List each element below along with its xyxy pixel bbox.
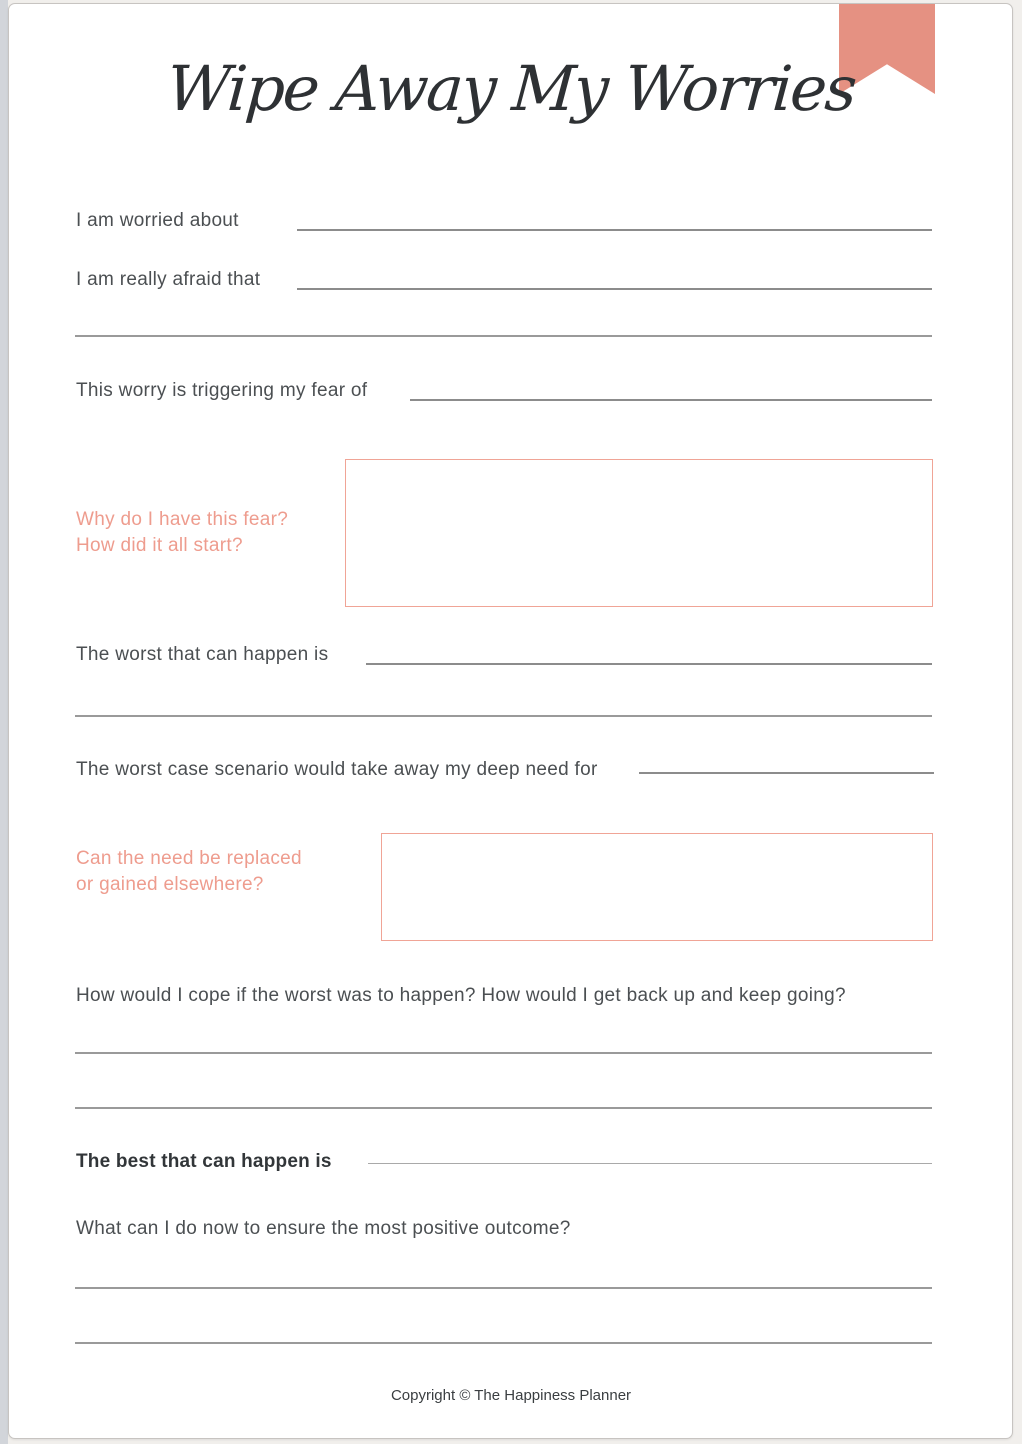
prompt-why-fear-line2: How did it all start? bbox=[76, 535, 243, 556]
prompt-best: The best that can happen is bbox=[76, 1151, 332, 1172]
prompt-afraid: I am really afraid that bbox=[76, 269, 261, 290]
prompt-why-fear-line1: Why do I have this fear? bbox=[76, 509, 289, 530]
prompt-replace-line2: or gained elsewhere? bbox=[76, 874, 264, 895]
fill-line-worried[interactable] bbox=[297, 229, 932, 231]
fill-line-best[interactable] bbox=[368, 1163, 932, 1164]
prompt-worried: I am worried about bbox=[76, 210, 239, 231]
fill-line-positive-2[interactable] bbox=[75, 1342, 932, 1344]
fill-line-cope-2[interactable] bbox=[75, 1107, 932, 1109]
prompt-replace-line1: Can the need be replaced bbox=[76, 848, 302, 869]
prompt-replace bbox=[76, 846, 326, 898]
fill-line-worst-continued[interactable] bbox=[75, 715, 932, 717]
fill-line-afraid-continued[interactable] bbox=[75, 335, 932, 337]
prompt-trigger: This worry is triggering my fear of bbox=[76, 380, 368, 401]
fill-line-trigger[interactable] bbox=[410, 399, 932, 401]
answer-box-why-fear[interactable] bbox=[345, 459, 933, 607]
page-title: Wipe Away My Worries bbox=[164, 52, 858, 125]
fill-line-deep-need[interactable] bbox=[639, 772, 934, 774]
prompt-why-fear bbox=[76, 507, 316, 559]
fill-line-worst[interactable] bbox=[366, 663, 932, 665]
answer-box-replace[interactable] bbox=[381, 833, 933, 941]
copyright-text: Copyright © The Happiness Planner bbox=[390, 1387, 632, 1404]
fill-line-afraid[interactable] bbox=[297, 288, 932, 290]
fill-line-cope-1[interactable] bbox=[75, 1052, 932, 1054]
prompt-deep-need: The worst case scenario would take away my deep need for bbox=[76, 759, 598, 780]
prompt-cope: How would I cope if the worst was to happen? How would I get back up and keep going? bbox=[76, 985, 846, 1006]
fill-line-positive-1[interactable] bbox=[75, 1287, 932, 1289]
prompt-positive: What can I do now to ensure the most positive outcome? bbox=[76, 1218, 571, 1239]
prompt-worst: The worst that can happen is bbox=[76, 644, 329, 665]
